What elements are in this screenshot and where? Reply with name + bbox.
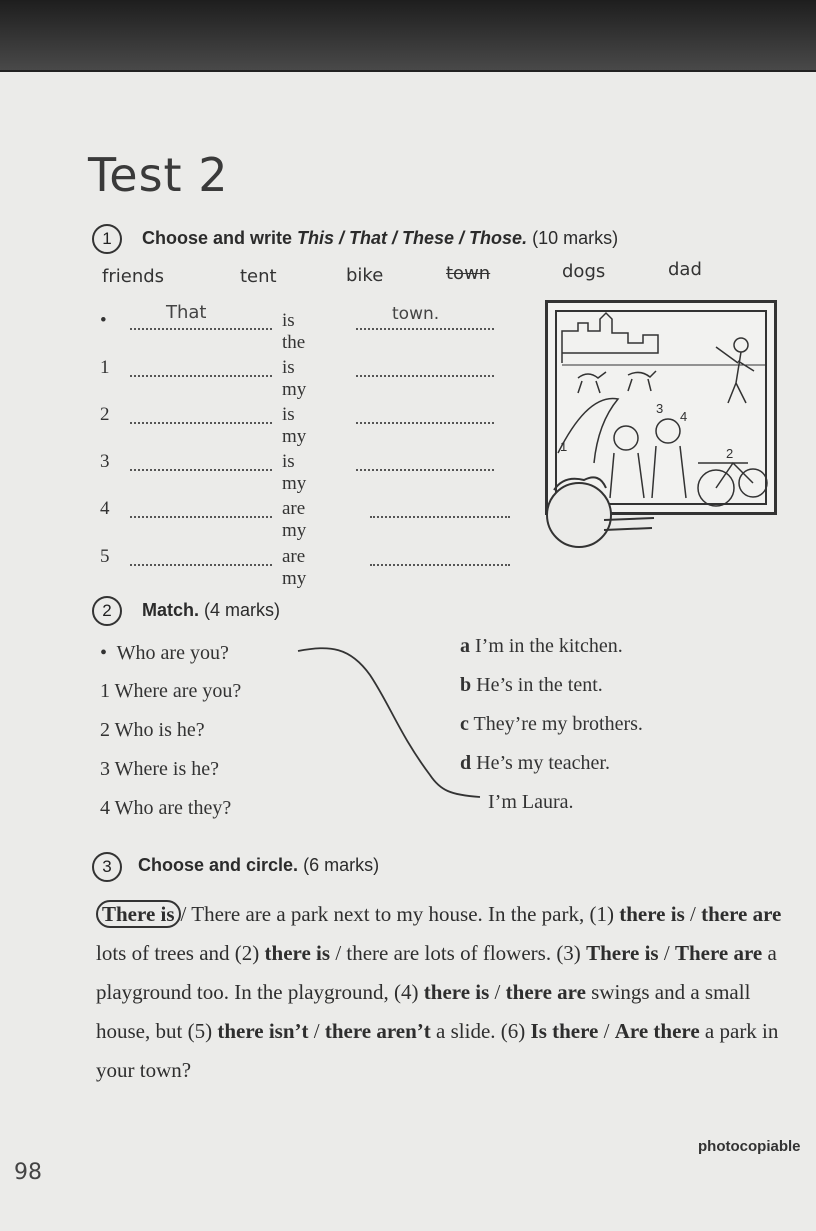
row-number: 2 [100, 404, 110, 425]
paragraph-text: / [598, 1019, 615, 1043]
section-3-number: 3 [92, 852, 122, 882]
section-1-options: This / That / These / Those. [297, 228, 528, 248]
answer-letter: c [460, 713, 469, 735]
example-answer-that: That [166, 302, 207, 323]
matching-example-line [290, 645, 490, 810]
question-4 [100, 797, 231, 820]
row-number: 1 [100, 357, 110, 378]
paragraph-text: a playground too. In the playground, (4) [96, 941, 777, 1004]
choice-3b[interactable]: There are [674, 941, 763, 965]
section-3-instruction: Choose and circle. [138, 855, 299, 875]
choice-4b[interactable]: there are [505, 980, 586, 1004]
choice-5b[interactable]: there aren’t [324, 1019, 431, 1043]
paragraph-text: a park in your town? [96, 1019, 779, 1082]
picture-label-4: 4 [680, 409, 688, 424]
question-number: 3 [100, 758, 110, 780]
row-verb: is my [282, 451, 307, 494]
choice-5a[interactable]: there isn’t [217, 1019, 309, 1043]
row-verb: is my [282, 404, 307, 447]
background-top [0, 0, 816, 72]
section-1-marks: (10 marks) [532, 228, 619, 248]
answer-blank-2[interactable] [370, 498, 510, 518]
circle-exercise-paragraph [96, 895, 806, 1090]
picture-label-3: 3 [656, 401, 664, 416]
word-friends: friends [102, 266, 165, 287]
question-2 [100, 719, 205, 742]
answer-blank-1[interactable] [130, 404, 272, 424]
question-text: Who are they? [114, 797, 232, 819]
answer-text: I’m in the kitchen. [475, 635, 623, 657]
example-circled-choice: There is [96, 900, 181, 928]
choice-2a[interactable]: there is [264, 941, 331, 965]
picture-label-2: 2 [726, 446, 734, 461]
photocopiable-label: photocopiable [698, 1138, 801, 1155]
word-dad: dad [668, 259, 702, 280]
paragraph-text: / [684, 902, 702, 926]
question-example [100, 642, 229, 665]
section-3-marks: (6 marks) [303, 855, 380, 875]
question-number: 2 [100, 719, 110, 741]
word-bike: bike [346, 265, 384, 286]
section-2-heading [142, 600, 280, 621]
answer-text: He’s in the tent. [476, 674, 603, 696]
answer-letter: a [460, 635, 470, 657]
section-1-heading [142, 228, 618, 249]
picture-label-1: 1 [560, 439, 568, 454]
choice-3a[interactable]: There is [586, 941, 659, 965]
question-bullet: • [100, 642, 108, 664]
question-text: Where is he? [114, 758, 220, 780]
question-1 [100, 680, 241, 703]
section-1-number: 1 [92, 224, 122, 254]
choice-6b[interactable]: Are there [614, 1019, 700, 1043]
row-number: 4 [100, 498, 110, 519]
paragraph-text: / [658, 941, 675, 965]
row-verb: are my [282, 546, 307, 589]
answer-example: I’m Laura. [488, 791, 574, 813]
row-number: 5 [100, 546, 110, 567]
answer-blank-1[interactable] [130, 498, 272, 518]
answer-letter: d [460, 752, 472, 774]
choice-4a[interactable]: there is [423, 980, 490, 1004]
example-middle: is the [282, 310, 306, 353]
example-answer-town: town. [392, 304, 440, 324]
section-2-number: 2 [92, 596, 122, 626]
answer-blank-2[interactable] [356, 404, 494, 424]
paragraph-text: / [489, 980, 506, 1004]
answer-blank-2[interactable] [356, 451, 494, 471]
choice-6a[interactable]: Is there [530, 1019, 599, 1043]
answer-text: He’s my teacher. [476, 752, 610, 774]
answer-blank-1[interactable] [130, 357, 272, 377]
section-2-instruction: Match. [142, 600, 200, 620]
choice-1a[interactable]: there is [619, 902, 685, 926]
page-title: Test 2 [88, 148, 229, 202]
answer-letter: b [460, 674, 472, 696]
row-verb: are my [282, 498, 307, 541]
paragraph-text: / there are lots of flowers. (3) [330, 941, 587, 965]
boy-drawing [534, 470, 664, 565]
section-2-marks: (4 marks) [204, 600, 281, 620]
question-text: Who is he? [114, 719, 205, 741]
row-verb: is my [282, 357, 307, 400]
answer-blank-1[interactable] [130, 451, 272, 471]
paragraph-text: / [308, 1019, 325, 1043]
answer-text: They’re my brothers. [473, 713, 643, 735]
row-number: 3 [100, 451, 110, 472]
answer-blank-2[interactable] [356, 357, 494, 377]
page-number: 98 [14, 1160, 42, 1185]
paragraph-text: a slide. (6) [430, 1019, 531, 1043]
section-1-instruction: Choose and write [142, 228, 298, 248]
paragraph-text: lots of trees and (2) [96, 941, 265, 965]
section-3-heading [138, 855, 379, 876]
question-number: 4 [100, 797, 110, 819]
question-text: Who are you? [116, 642, 229, 664]
question-text: Where are you? [114, 680, 242, 702]
question-3 [100, 758, 219, 781]
answer-blank-1[interactable] [130, 546, 272, 566]
example-bullet: • [100, 310, 107, 331]
answer-blank-2[interactable] [370, 546, 510, 566]
paragraph-text: / There are a park next to my house. In the park, (1) [180, 902, 620, 926]
paragraph-text: swings and a small house, but (5) [96, 980, 751, 1043]
question-number: 1 [100, 680, 110, 702]
word-dogs: dogs [562, 261, 606, 282]
choice-1b[interactable]: there are [701, 902, 782, 926]
word-town-crossed: town [446, 263, 491, 284]
word-tent: tent [240, 266, 277, 287]
